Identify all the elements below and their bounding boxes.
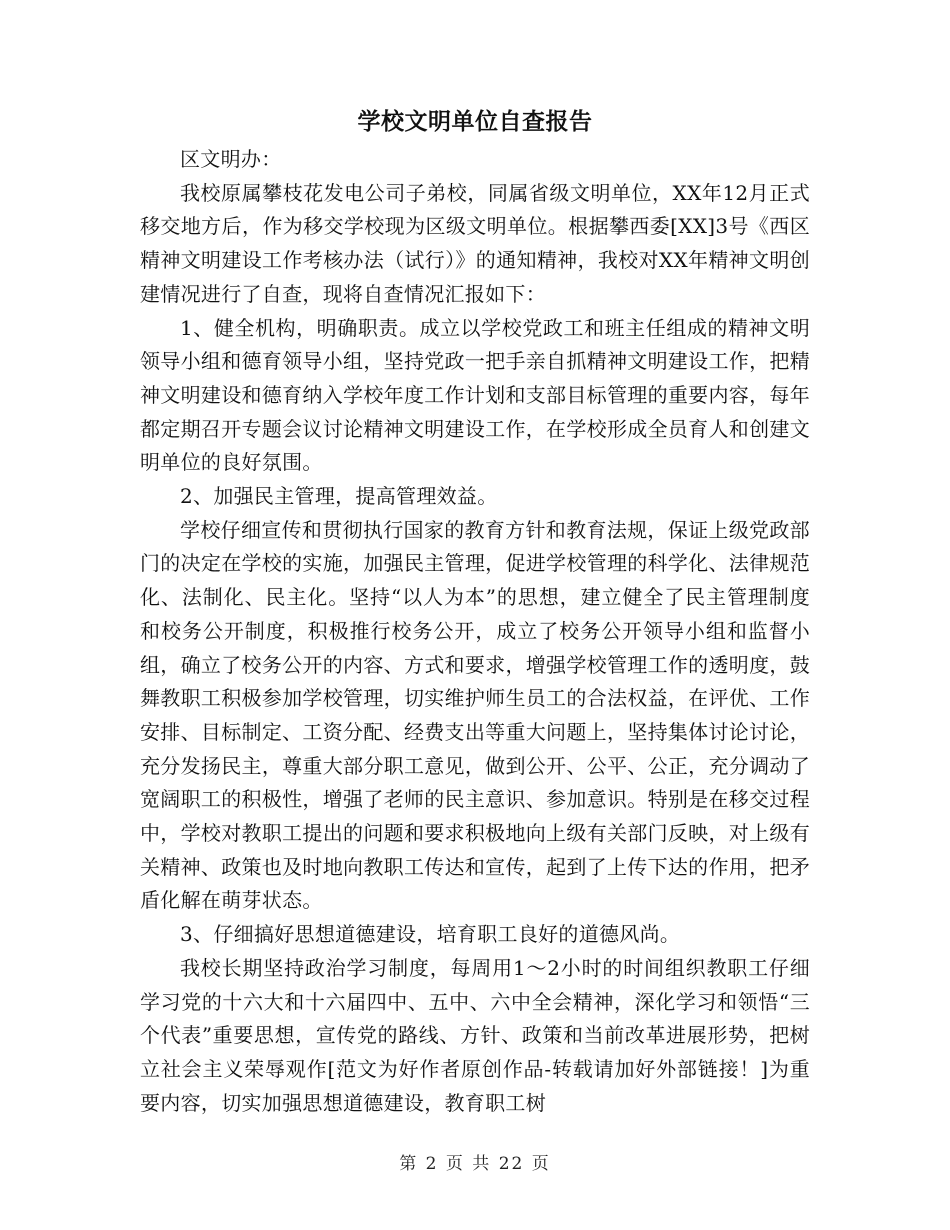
section-2-heading: 2、加强民主管理，提高管理效益。 xyxy=(180,484,498,509)
intro-paragraph: 我校原属攀枝花发电公司子弟校，同属省级文明单位，XX年12月正式移交地方后，作为移交学校现为区级文明单位。根据攀西委[XX]3号《西区精神文明建设工作考核办法（试行）》的通知精神，我校对XX年精神文明创建情况进行了自查，现将自查情况汇报如下： xyxy=(140,180,810,306)
document-body xyxy=(140,143,810,1120)
section-3-heading: 3、仔细搞好思想道德建设，培育职工良好的道德风尚。 xyxy=(180,922,681,947)
section-3-paragraph: 我校长期坚持政治学习制度，每周用1～2小时的时间组织教职工仔细学习党的十六大和十六届四中、五中、六中全会精神，深化学习和领悟“三个代表”重要思想，宣传党的路线、方针、政策和当前改革进展形势，把树立社会主义荣辱观作[范文为好作者原创作品-转载请加好外部链接！]为重要内容，切实加强思想道德建设，教育职工树 xyxy=(140,955,810,1115)
page-number-footer: 第 2 页 共 22 页 xyxy=(399,1154,551,1174)
document-title: 学校文明单位自查报告 xyxy=(357,108,593,135)
section-1-paragraph: 1、健全机构，明确职责。成立以学校党政工和班主任组成的精神文明领导小组和德育领导小组，坚持党政一把手亲自抓精神文明建设工作，把精神文明建设和德育纳入学校年度工作计划和支部目标管理的重要内容，每年都定期召开专题会议讨论精神文明建设工作，在学校形成全员育人和创建文明单位的良好氛围。 xyxy=(140,315,810,475)
section-2-paragraph: 学校仔细宣传和贯彻执行国家的教育方针和教育法规，保证上级党政部门的决定在学校的实施，加强民主管理，促进学校管理的科学化、法律规范化、法制化、民主化。坚持“以人为本”的思想，建立健全了民主管理制度和校务公开制度，积极推行校务公开，成立了校务公开领导小组和监督小组，确立了校务公开的内容、方式和要求，增强学校管理工作的透明度，鼓舞教职工积极参加学校管理，切实维护师生员工的合法权益，在评优、工作安排、目标制定、工资分配、经费支出等重大问题上，坚持集体讨论讨论，充分发扬民主，尊重大部分职工意见，做到公开、公平、公正，充分调动了宽阔职工的积极性，增强了老师的民主意识、参加意识。特别是在移交过程中，学校对教职工提出的问题和要求积极地向上级有关部门反映，对上级有关精神、政策也及时地向教职工传达和宣传，起到了上传下达的作用，把矛盾化解在萌芽状态。 xyxy=(140,517,810,913)
salutation: 区文明办： xyxy=(180,147,282,171)
